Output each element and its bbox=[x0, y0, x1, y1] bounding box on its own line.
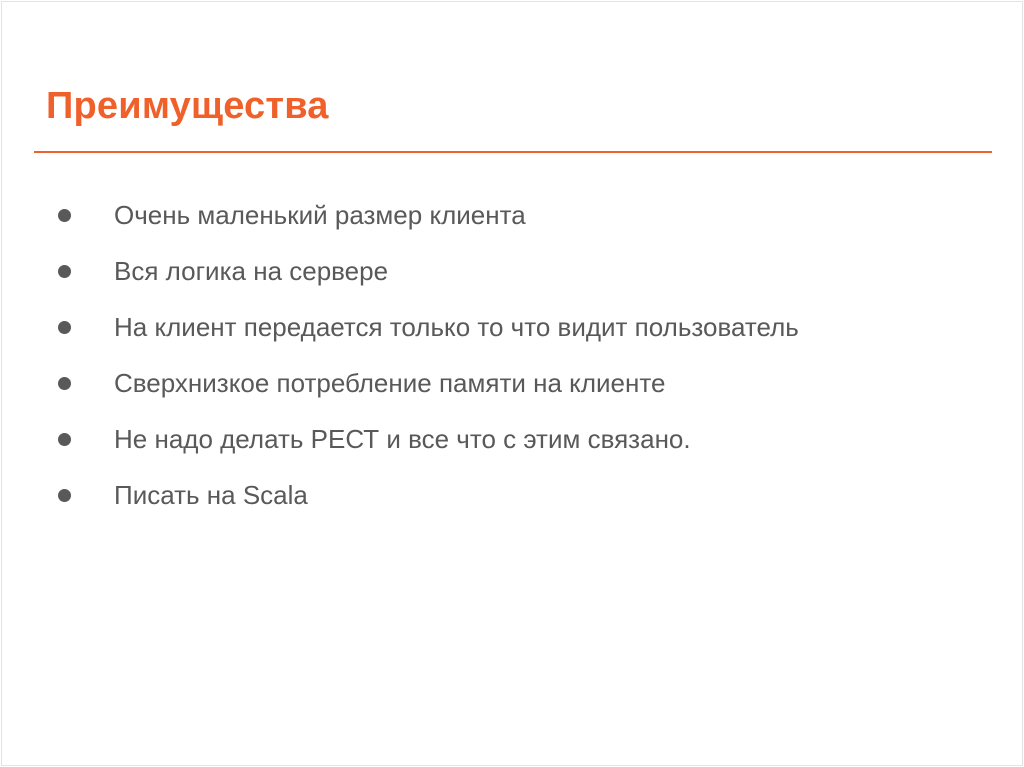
slide-title: Преимущества bbox=[46, 85, 329, 127]
bullet-dot-icon bbox=[58, 265, 71, 278]
bullet-text: Не надо делать РЕСТ и все что с этим связано. bbox=[114, 424, 691, 454]
title-divider bbox=[34, 151, 992, 153]
bullet-text: Вся логика на сервере bbox=[114, 256, 389, 286]
bullet-text: Сверхнизкое потребление памяти на клиенте bbox=[114, 368, 666, 398]
bullet-dot-icon bbox=[58, 209, 71, 222]
bullet-text: Очень маленький размер клиента bbox=[114, 200, 526, 230]
bullet-dot-icon bbox=[58, 433, 71, 446]
bullet-dot-icon bbox=[58, 321, 71, 334]
bullet-text: На клиент передается только то что видит пользователь bbox=[114, 312, 799, 342]
bullet-item bbox=[2, 300, 992, 356]
bullet-item bbox=[2, 188, 992, 244]
bullet-item bbox=[2, 468, 992, 524]
bullet-dot-icon bbox=[58, 489, 71, 502]
bullet-dot-icon bbox=[58, 377, 71, 390]
bullet-item bbox=[2, 244, 992, 300]
bullet-list bbox=[2, 188, 992, 524]
bullet-item bbox=[2, 412, 992, 468]
bullet-item bbox=[2, 356, 992, 412]
slide bbox=[1, 1, 1023, 766]
bullet-text: Писать на Scala bbox=[114, 480, 308, 510]
